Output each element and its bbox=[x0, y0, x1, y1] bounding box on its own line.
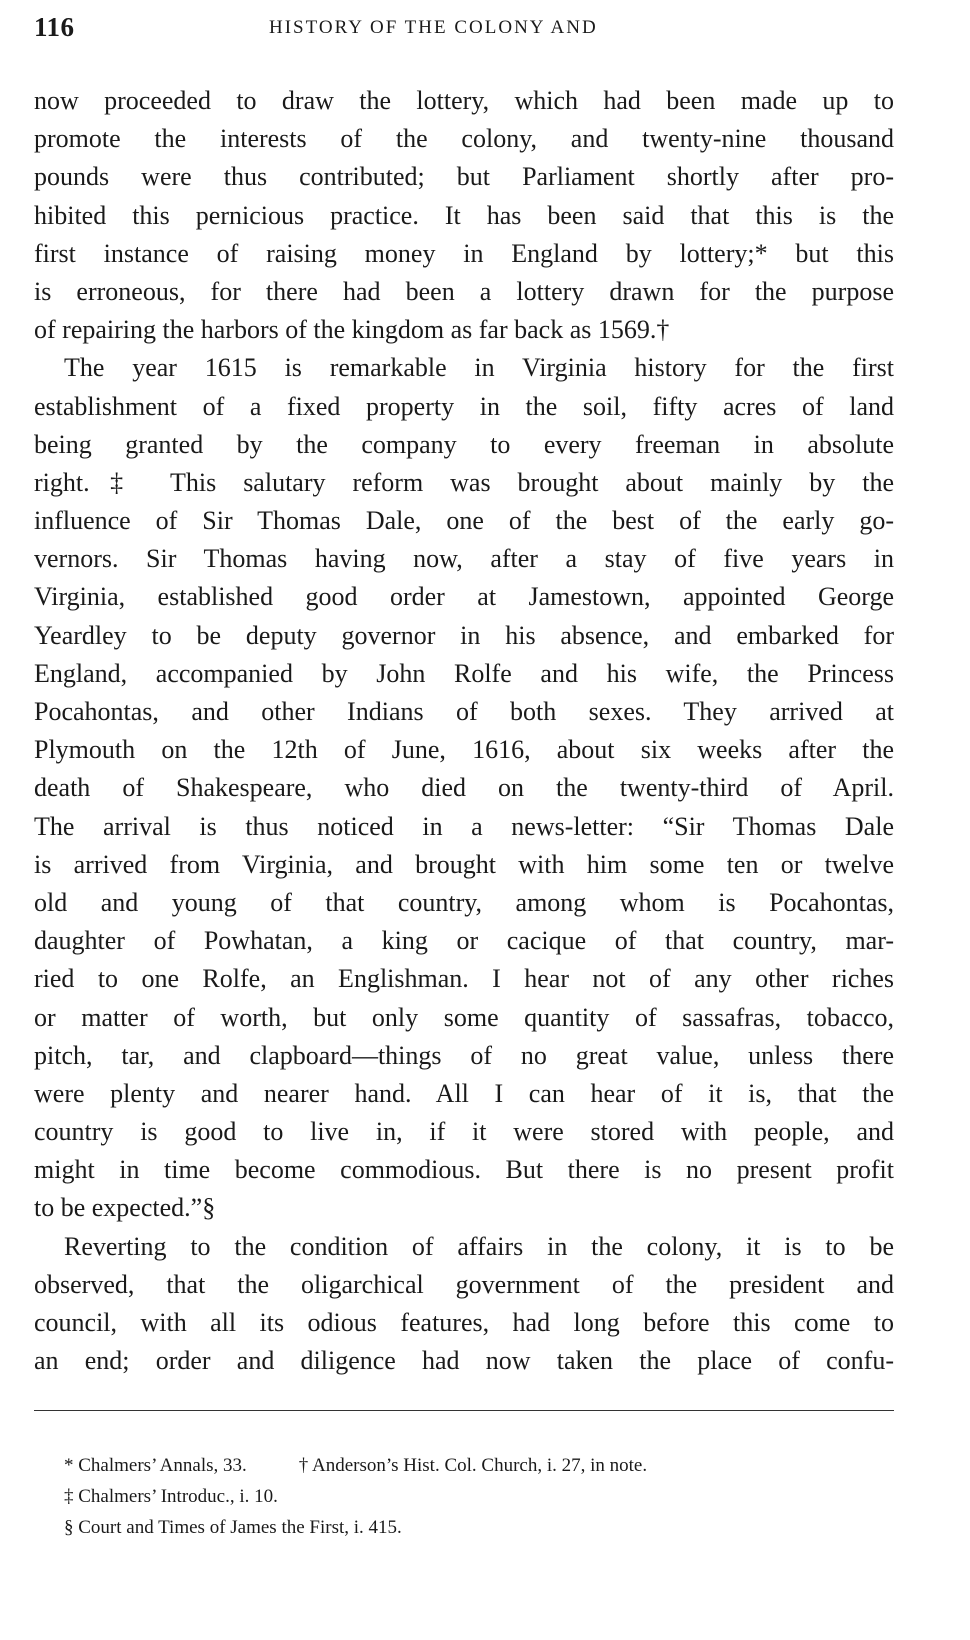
page-number: 116 bbox=[34, 12, 75, 42]
text-line: hibited this pernicious practice. It has been said that this is the bbox=[34, 200, 894, 230]
text-line: old and young of that country, among whom is Pocahontas, bbox=[34, 887, 894, 917]
footnote-divider bbox=[34, 1410, 894, 1411]
text-line: ried to one Rolfe, an Englishman. I hear not of any other riches bbox=[34, 964, 894, 994]
footnote: † Anderson’s Hist. Col. Church, i. 27, in note. bbox=[298, 1455, 648, 1476]
text-line: is arrived from Virginia, and brought with him some ten or twelve bbox=[34, 849, 894, 879]
text-line: England, accompanied by John Rolfe and his wife, the Princess bbox=[34, 658, 894, 688]
text-line: of repairing the harbors of the kingdom as far back as 1569.† bbox=[34, 315, 670, 345]
text-line: Reverting to the condition of affairs in the colony, it is to be bbox=[64, 1231, 894, 1261]
text-line: first instance of raising money in England by lottery;* but this bbox=[34, 238, 894, 268]
text-line: The year 1615 is remarkable in Virginia history for the first bbox=[64, 353, 894, 383]
page-header bbox=[34, 12, 894, 52]
text-line: The arrival is thus noticed in a news-letter: “Sir Thomas Dale bbox=[34, 811, 894, 841]
text-line: is erroneous, for there had been a lottery drawn for the purpose bbox=[34, 276, 894, 306]
text-line: might in time become commodious. But there is no present profit bbox=[34, 1155, 894, 1185]
running-head: HISTORY OF THE COLONY AND bbox=[269, 17, 598, 38]
text-line: or matter of worth, but only some quantity of sassafras, tobacco, bbox=[34, 1002, 894, 1032]
text-line: Pocahontas, and other Indians of both sexes. They arrived at bbox=[34, 697, 894, 726]
footnote: ‡ Chalmers’ Introduc., i. 10. bbox=[64, 1486, 278, 1507]
footnote: * Chalmers’ Annals, 33. bbox=[64, 1455, 247, 1476]
text-line: promote the interests of the colony, and twenty-nine thousand bbox=[34, 124, 894, 154]
text-line: establishment of a fixed property in the soil, fifty acres of land bbox=[34, 391, 894, 421]
text-line: Plymouth on the 12th of June, 1616, about six weeks after the bbox=[34, 735, 894, 765]
text-line: death of Shakespeare, who died on the twenty-third of April. bbox=[34, 773, 894, 803]
text-line: council, with all its odious features, had long before this come to bbox=[34, 1308, 894, 1337]
text-line: pounds were thus contributed; but Parliament shortly after pro- bbox=[34, 162, 894, 192]
text-line: Virginia, established good order at Jamestown, appointed George bbox=[34, 582, 894, 612]
text-line: now proceeded to draw the lottery, which had been made up to bbox=[34, 86, 894, 115]
body-text bbox=[34, 82, 894, 1380]
text-line: right.‡ This salutary reform was brought about mainly by the bbox=[34, 467, 894, 497]
footnote-row bbox=[64, 1450, 894, 1481]
text-line: influence of Sir Thomas Dale, one of the best of the early go- bbox=[34, 506, 894, 536]
text-line: pitch, tar, and clapboard—things of no great value, unless there bbox=[34, 1040, 894, 1070]
footnotes bbox=[64, 1450, 894, 1543]
text-line: Yeardley to be deputy governor in his absence, and embarked for bbox=[34, 620, 894, 650]
text-line: observed, that the oligarchical government of the president and bbox=[34, 1269, 894, 1299]
text-line: were plenty and nearer hand. All I can hear of it is, that the bbox=[34, 1078, 894, 1108]
footnote: § Court and Times of James the First, i. 415. bbox=[64, 1517, 402, 1538]
text-line: an end; order and diligence had now taken the place of confu- bbox=[34, 1346, 894, 1376]
text-line: daughter of Powhatan, a king or cacique of that country, mar- bbox=[34, 926, 894, 956]
text-line: vernors. Sir Thomas having now, after a stay of five years in bbox=[34, 544, 894, 574]
text-line: country is good to live in, if it were stored with people, and bbox=[34, 1117, 894, 1147]
text-line: being granted by the company to every freeman in absolute bbox=[34, 429, 894, 459]
text-line: to be expected.”§ bbox=[34, 1193, 216, 1223]
